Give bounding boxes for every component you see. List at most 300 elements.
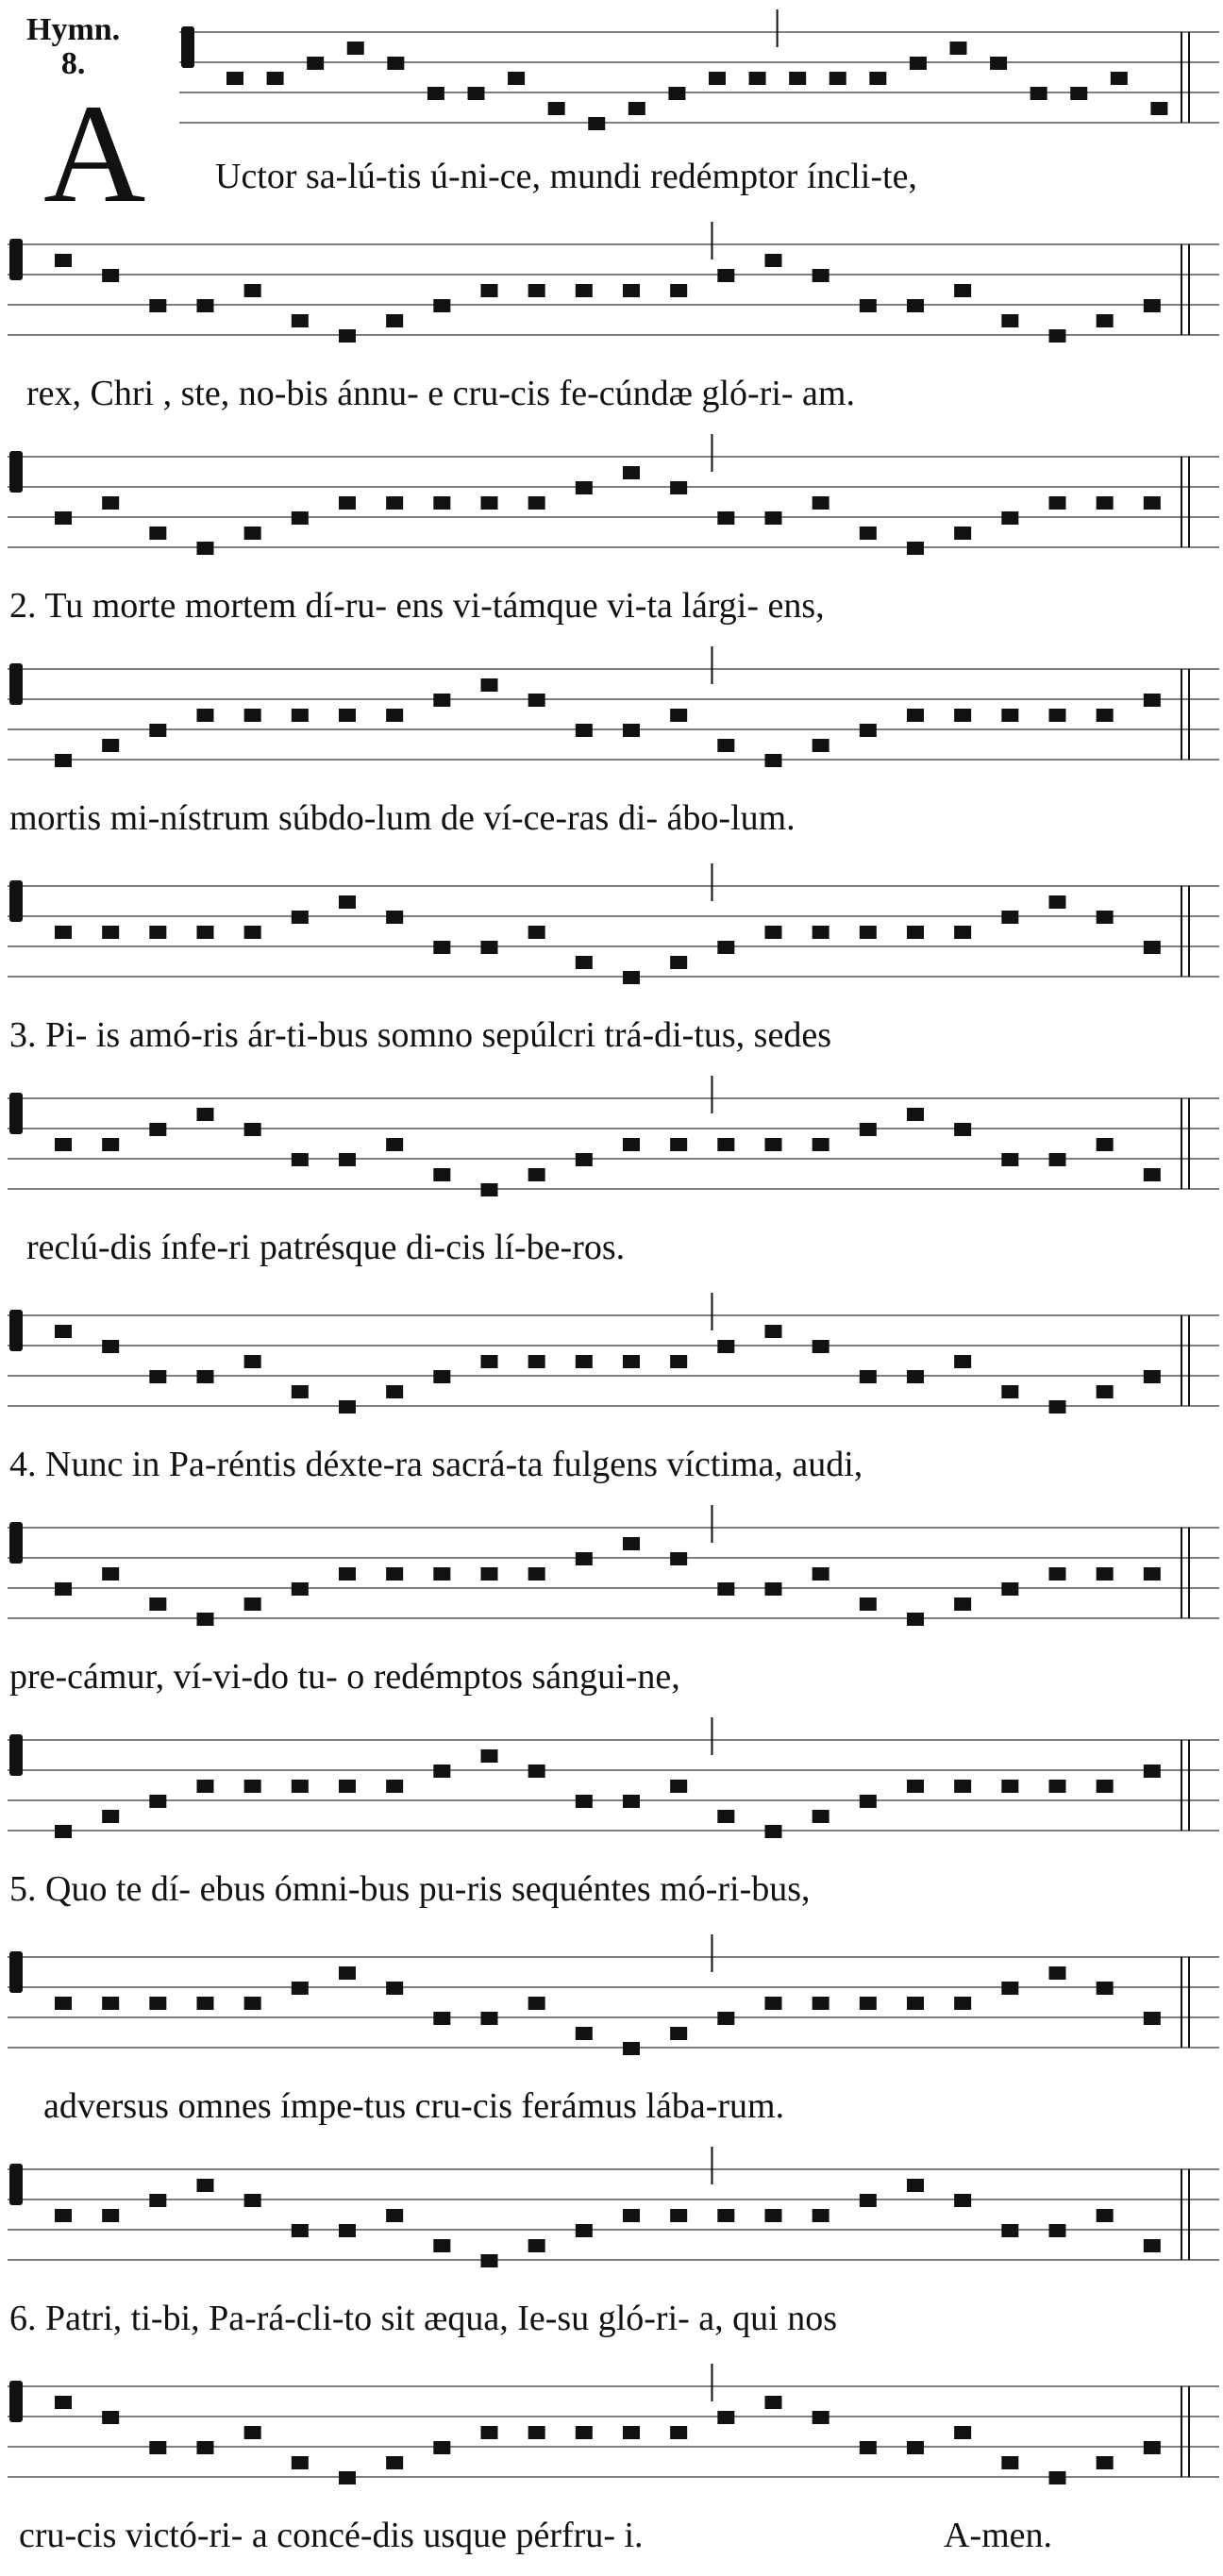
lyric-text: rex, Chri , ste, no-bis ánnu- e cru-cis fe-cúndæ gló-ri- am. [26, 374, 855, 413]
neume-note [149, 724, 166, 737]
neume-note [481, 1183, 498, 1196]
music-staff [0, 212, 1223, 354]
neume-note [1049, 895, 1066, 909]
neume-note [1049, 1966, 1066, 1980]
lyric-text: 5. Quo te dí- ebus ómni-bus pu-ris sequéntes mó-ri-bus, [9, 1869, 811, 1909]
neume-note [813, 1997, 829, 2010]
music-staff [0, 637, 1223, 778]
neume-note [623, 1355, 640, 1368]
neume-note [907, 2441, 924, 2454]
neume-note [668, 87, 685, 100]
neume-note [1049, 496, 1066, 510]
neume-note [749, 72, 766, 85]
neume-note [528, 1567, 545, 1581]
neume-note [197, 1997, 214, 2010]
neume-note [670, 956, 687, 969]
neume-note [1049, 2224, 1066, 2237]
c-clef-icon [9, 1093, 23, 1134]
neume-note [813, 739, 829, 752]
neume-note [528, 496, 545, 510]
neume-note [813, 269, 829, 282]
neume-note [386, 1138, 403, 1151]
neume-note [197, 1613, 214, 1626]
neume-note [149, 1997, 166, 2010]
neume-note [623, 724, 640, 737]
music-staff [0, 1925, 1223, 2066]
music-staff [0, 425, 1223, 566]
lyric-text: adversus omnes ímpe-tus cru-cis ferámus lába-rum. [43, 2086, 785, 2126]
neume-note [528, 1765, 545, 1778]
neume-note [1097, 1982, 1114, 1995]
neume-note [1144, 941, 1161, 954]
neume-note [292, 1385, 309, 1398]
neume-note [244, 1355, 261, 1368]
neume-note [528, 926, 545, 939]
neume-note [907, 542, 924, 555]
neume-note [481, 284, 498, 297]
neume-note [433, 2012, 450, 2025]
neume-note [481, 1567, 498, 1581]
neume-note [102, 926, 119, 939]
neume-note [55, 1325, 72, 1338]
neume-note [1049, 1400, 1066, 1413]
neume-note [528, 1997, 545, 2010]
neume-note [1049, 329, 1066, 343]
neume-note [197, 542, 214, 555]
c-clef-icon [181, 26, 194, 68]
neume-note [244, 2194, 261, 2207]
neume-note [860, 1795, 877, 1808]
neume-note [339, 329, 356, 343]
neume-note [1144, 1168, 1161, 1181]
neume-note [860, 1997, 877, 2010]
neume-note [55, 2396, 72, 2409]
neume-note [292, 2456, 309, 2469]
neume-note [226, 72, 243, 85]
neume-note [1144, 1370, 1161, 1383]
neume-note [765, 2209, 782, 2222]
neume-note [765, 1138, 782, 1151]
neume-note [860, 299, 877, 312]
neume-note [576, 1355, 593, 1368]
neume-note [765, 254, 782, 267]
neume-note [386, 2456, 403, 2469]
neume-note [954, 1123, 971, 1136]
neume-note [717, 269, 734, 282]
neume-note [197, 2441, 214, 2454]
neume-note [717, 1340, 734, 1353]
neume-note [1150, 102, 1167, 115]
neume-note [386, 2209, 403, 2222]
neume-note [244, 1123, 261, 1136]
neume-note [860, 724, 877, 737]
neume-note [347, 42, 364, 55]
neume-note [717, 1582, 734, 1596]
neume-note [197, 2179, 214, 2192]
neume-note [623, 284, 640, 297]
neume-note [55, 511, 72, 525]
neume-note [102, 1567, 119, 1581]
neume-note [765, 1997, 782, 2010]
neume-note [197, 1370, 214, 1383]
neume-note [433, 1370, 450, 1383]
neume-note [1001, 911, 1018, 924]
neume-note [623, 2209, 640, 2222]
neume-note [267, 72, 284, 85]
neume-note [576, 2224, 593, 2237]
neume-note [481, 1355, 498, 1368]
neume-note [292, 1153, 309, 1166]
neume-note [102, 1997, 119, 2010]
neume-note [55, 2209, 72, 2222]
neume-note [860, 1597, 877, 1611]
neume-note [149, 1795, 166, 1808]
neume-note [1097, 496, 1114, 510]
neume-note [623, 466, 640, 479]
neume-note [623, 971, 640, 984]
neume-note [1001, 2456, 1018, 2469]
neume-note [1144, 2012, 1161, 2025]
neume-note [813, 1567, 829, 1581]
neume-note [149, 527, 166, 540]
neume-note [954, 527, 971, 540]
neume-note [149, 926, 166, 939]
neume-note [1144, 1567, 1161, 1581]
neume-note [1097, 1138, 1114, 1151]
neume-note [765, 1825, 782, 1838]
neume-note [149, 1597, 166, 1611]
neume-note [433, 694, 450, 707]
neume-note [1001, 314, 1018, 327]
neume-note [670, 1355, 687, 1368]
neume-note [1001, 1582, 1018, 1596]
neume-note [670, 1138, 687, 1151]
neume-note [576, 1552, 593, 1565]
neume-note [765, 1325, 782, 1338]
neume-note [717, 739, 734, 752]
neume-note [528, 284, 545, 297]
neume-note [813, 496, 829, 510]
neume-note [1049, 2471, 1066, 2484]
neume-note [197, 926, 214, 939]
neume-note [244, 709, 261, 722]
neume-note [623, 1138, 640, 1151]
neume-note [339, 1567, 356, 1581]
music-staff [0, 1708, 1223, 1849]
neume-note [860, 527, 877, 540]
neume-note [528, 1168, 545, 1181]
neume-note [1144, 694, 1161, 707]
neume-note [860, 2441, 877, 2454]
neume-note [860, 2194, 877, 2207]
lyric-text: Uctor sa-lú-tis ú-ni-ce, mundi redémptor íncli-te, [215, 157, 917, 196]
neume-note [387, 57, 404, 70]
neume-note [765, 926, 782, 939]
neume-note [102, 1340, 119, 1353]
neume-note [481, 496, 498, 510]
music-staff [0, 1283, 1223, 1425]
neume-note [244, 1997, 261, 2010]
neume-note [717, 1810, 734, 1823]
neume-note [339, 496, 356, 510]
neume-note [55, 1138, 72, 1151]
neume-note [907, 2179, 924, 2192]
neume-note [481, 941, 498, 954]
neume-note [244, 2426, 261, 2439]
neume-note [339, 1780, 356, 1793]
neume-note [954, 1355, 971, 1368]
neume-note [339, 1400, 356, 1413]
neume-note [623, 2042, 640, 2055]
neume-note [339, 1966, 356, 1980]
neume-note [717, 511, 734, 525]
neume-note [717, 2209, 734, 2222]
music-staff [0, 854, 1223, 995]
neume-note [907, 709, 924, 722]
neume-note [339, 2471, 356, 2484]
neume-note [860, 1370, 877, 1383]
neume-note [954, 709, 971, 722]
neume-note [789, 72, 806, 85]
neume-note [481, 2426, 498, 2439]
neume-note [292, 911, 309, 924]
music-staff [0, 0, 1223, 142]
neume-note [244, 1780, 261, 1793]
neume-note [102, 269, 119, 282]
neume-note [1097, 911, 1114, 924]
neume-note [149, 1370, 166, 1383]
neume-note [528, 1355, 545, 1368]
initial-capital: A [43, 75, 146, 232]
neume-note [55, 754, 72, 767]
c-clef-icon [9, 239, 23, 280]
neume-note [1001, 709, 1018, 722]
neume-note [339, 895, 356, 909]
neume-note [813, 2209, 829, 2222]
neume-note [102, 2411, 119, 2424]
neume-note [386, 1567, 403, 1581]
neume-note [670, 2209, 687, 2222]
neume-note [576, 481, 593, 494]
neume-note [670, 709, 687, 722]
neume-note [508, 72, 525, 85]
neume-note [954, 926, 971, 939]
neume-note [433, 1567, 450, 1581]
neume-note [1144, 1765, 1161, 1778]
neume-note [149, 2441, 166, 2454]
neume-note [717, 941, 734, 954]
neume-note [954, 2426, 971, 2439]
neume-note [102, 2209, 119, 2222]
neume-note [386, 911, 403, 924]
neume-note [813, 2411, 829, 2424]
neume-note [1097, 709, 1114, 722]
c-clef-icon [9, 1734, 23, 1776]
neume-note [954, 1997, 971, 2010]
neume-note [55, 254, 72, 267]
neume-note [339, 2224, 356, 2237]
lyric-text: reclú-dis ínfe-ri patrésque di-cis lí-be-ros. [26, 1228, 626, 1267]
neume-note [548, 102, 565, 115]
lyric-text: mortis mi-nístrum súbdo-lum de ví-ce-ras di- ábo-lum. [9, 798, 796, 838]
neume-note [1049, 1780, 1066, 1793]
neume-note [623, 2426, 640, 2439]
neume-note [1001, 1385, 1018, 1398]
neume-note [1001, 1153, 1018, 1166]
neume-note [1097, 2209, 1114, 2222]
neume-note [481, 1749, 498, 1763]
neume-note [433, 1168, 450, 1181]
neume-note [102, 1138, 119, 1151]
music-staff [0, 2354, 1223, 2496]
c-clef-icon [9, 2381, 23, 2422]
neume-note [1097, 1567, 1114, 1581]
neume-note [292, 709, 309, 722]
neume-note [907, 1613, 924, 1626]
neume-note [954, 284, 971, 297]
lyric-text: pre-cámur, ví-vi-do tu- o redémptos sángui-ne, [9, 1657, 680, 1697]
neume-note [576, 1795, 593, 1808]
neume-note [1001, 1982, 1018, 1995]
neume-note [102, 739, 119, 752]
neume-note [1001, 511, 1018, 525]
neume-note [55, 1825, 72, 1838]
neume-note [386, 314, 403, 327]
neume-note [670, 1780, 687, 1793]
neume-note [433, 2441, 450, 2454]
neume-note [990, 57, 1007, 70]
neume-note [765, 2396, 782, 2409]
neume-note [623, 1795, 640, 1808]
neume-note [907, 299, 924, 312]
c-clef-icon [9, 451, 23, 493]
c-clef-icon [9, 1310, 23, 1351]
neume-note [860, 1123, 877, 1136]
lyric-text: 2. Tu morte mortem dí-ru- ens vi-támque vi-ta lárgi- ens, [9, 586, 825, 626]
neume-note [386, 1385, 403, 1398]
neume-note [588, 117, 605, 130]
neume-note [292, 314, 309, 327]
neume-note [386, 1982, 403, 1995]
c-clef-icon [9, 663, 23, 705]
neume-note [813, 1340, 829, 1353]
c-clef-icon [9, 880, 23, 922]
neume-note [1097, 314, 1114, 327]
neume-note [149, 1123, 166, 1136]
neume-note [576, 956, 593, 969]
neume-note [433, 2239, 450, 2252]
neume-note [55, 926, 72, 939]
neume-note [339, 709, 356, 722]
c-clef-icon [9, 1951, 23, 1993]
neume-note [623, 1537, 640, 1550]
neume-note [149, 299, 166, 312]
neume-note [907, 1780, 924, 1793]
neume-note [907, 1108, 924, 1121]
neume-note [528, 2239, 545, 2252]
neume-note [765, 754, 782, 767]
neume-note [950, 42, 967, 55]
neume-note [954, 1780, 971, 1793]
neume-note [628, 102, 645, 115]
neume-note [1144, 496, 1161, 510]
neume-note [149, 2194, 166, 2207]
lyric-text: 6. Patri, ti-bi, Pa-rá-cli-to sit æqua, Ie-su gló-ri- a, qui nos [9, 2299, 837, 2338]
music-staff [0, 1496, 1223, 1637]
neume-note [197, 299, 214, 312]
neume-note [292, 1982, 309, 1995]
neume-note [670, 2426, 687, 2439]
neume-note [55, 1582, 72, 1596]
neume-note [481, 2012, 498, 2025]
neume-note [907, 1370, 924, 1383]
neume-note [244, 1597, 261, 1611]
neume-note [1049, 1153, 1066, 1166]
neume-note [1049, 1567, 1066, 1581]
lyric-text: 3. Pi- is amó-ris ár-ti-bus somno sepúlcri trá-di-tus, sedes [9, 1015, 831, 1055]
hymn-label-word: Hymn. [26, 12, 121, 47]
neume-note [709, 72, 726, 85]
neume-note [244, 527, 261, 540]
neume-note [1144, 299, 1161, 312]
neume-note [813, 926, 829, 939]
c-clef-icon [9, 1522, 23, 1564]
neume-note [1070, 87, 1087, 100]
neume-note [765, 1582, 782, 1596]
lyric-text: cru-cis victó-ri- a concé-dis usque pérfru- i. [19, 2516, 644, 2555]
neume-note [433, 1765, 450, 1778]
neume-note [910, 57, 927, 70]
neume-note [670, 1552, 687, 1565]
neume-note [1097, 1385, 1114, 1398]
neume-note [576, 2027, 593, 2040]
neume-note [1097, 2456, 1114, 2469]
amen-text: A-men. [944, 2516, 1053, 2555]
neume-note [1049, 709, 1066, 722]
neume-note [386, 709, 403, 722]
neume-note [55, 1997, 72, 2010]
music-staff [0, 1066, 1223, 1208]
neume-note [386, 1780, 403, 1793]
neume-note [339, 1153, 356, 1166]
neume-note [1001, 1780, 1018, 1793]
neume-note [765, 511, 782, 525]
neume-note [244, 284, 261, 297]
neume-note [1144, 2441, 1161, 2454]
neume-note [576, 284, 593, 297]
neume-note [907, 926, 924, 939]
neume-note [1097, 1780, 1114, 1793]
neume-note [433, 299, 450, 312]
c-clef-icon [9, 2164, 23, 2205]
neume-note [576, 2426, 593, 2439]
neume-note [860, 926, 877, 939]
neume-note [954, 2194, 971, 2207]
neume-note [869, 72, 886, 85]
neume-note [670, 481, 687, 494]
neume-note [244, 926, 261, 939]
neume-note [829, 72, 846, 85]
neume-note [670, 2027, 687, 2040]
neume-note [102, 1810, 119, 1823]
neume-note [717, 2012, 734, 2025]
neume-note [197, 1780, 214, 1793]
neume-note [481, 678, 498, 692]
neume-note [433, 496, 450, 510]
neume-note [576, 724, 593, 737]
neume-note [1144, 2239, 1161, 2252]
neume-note [197, 1108, 214, 1121]
